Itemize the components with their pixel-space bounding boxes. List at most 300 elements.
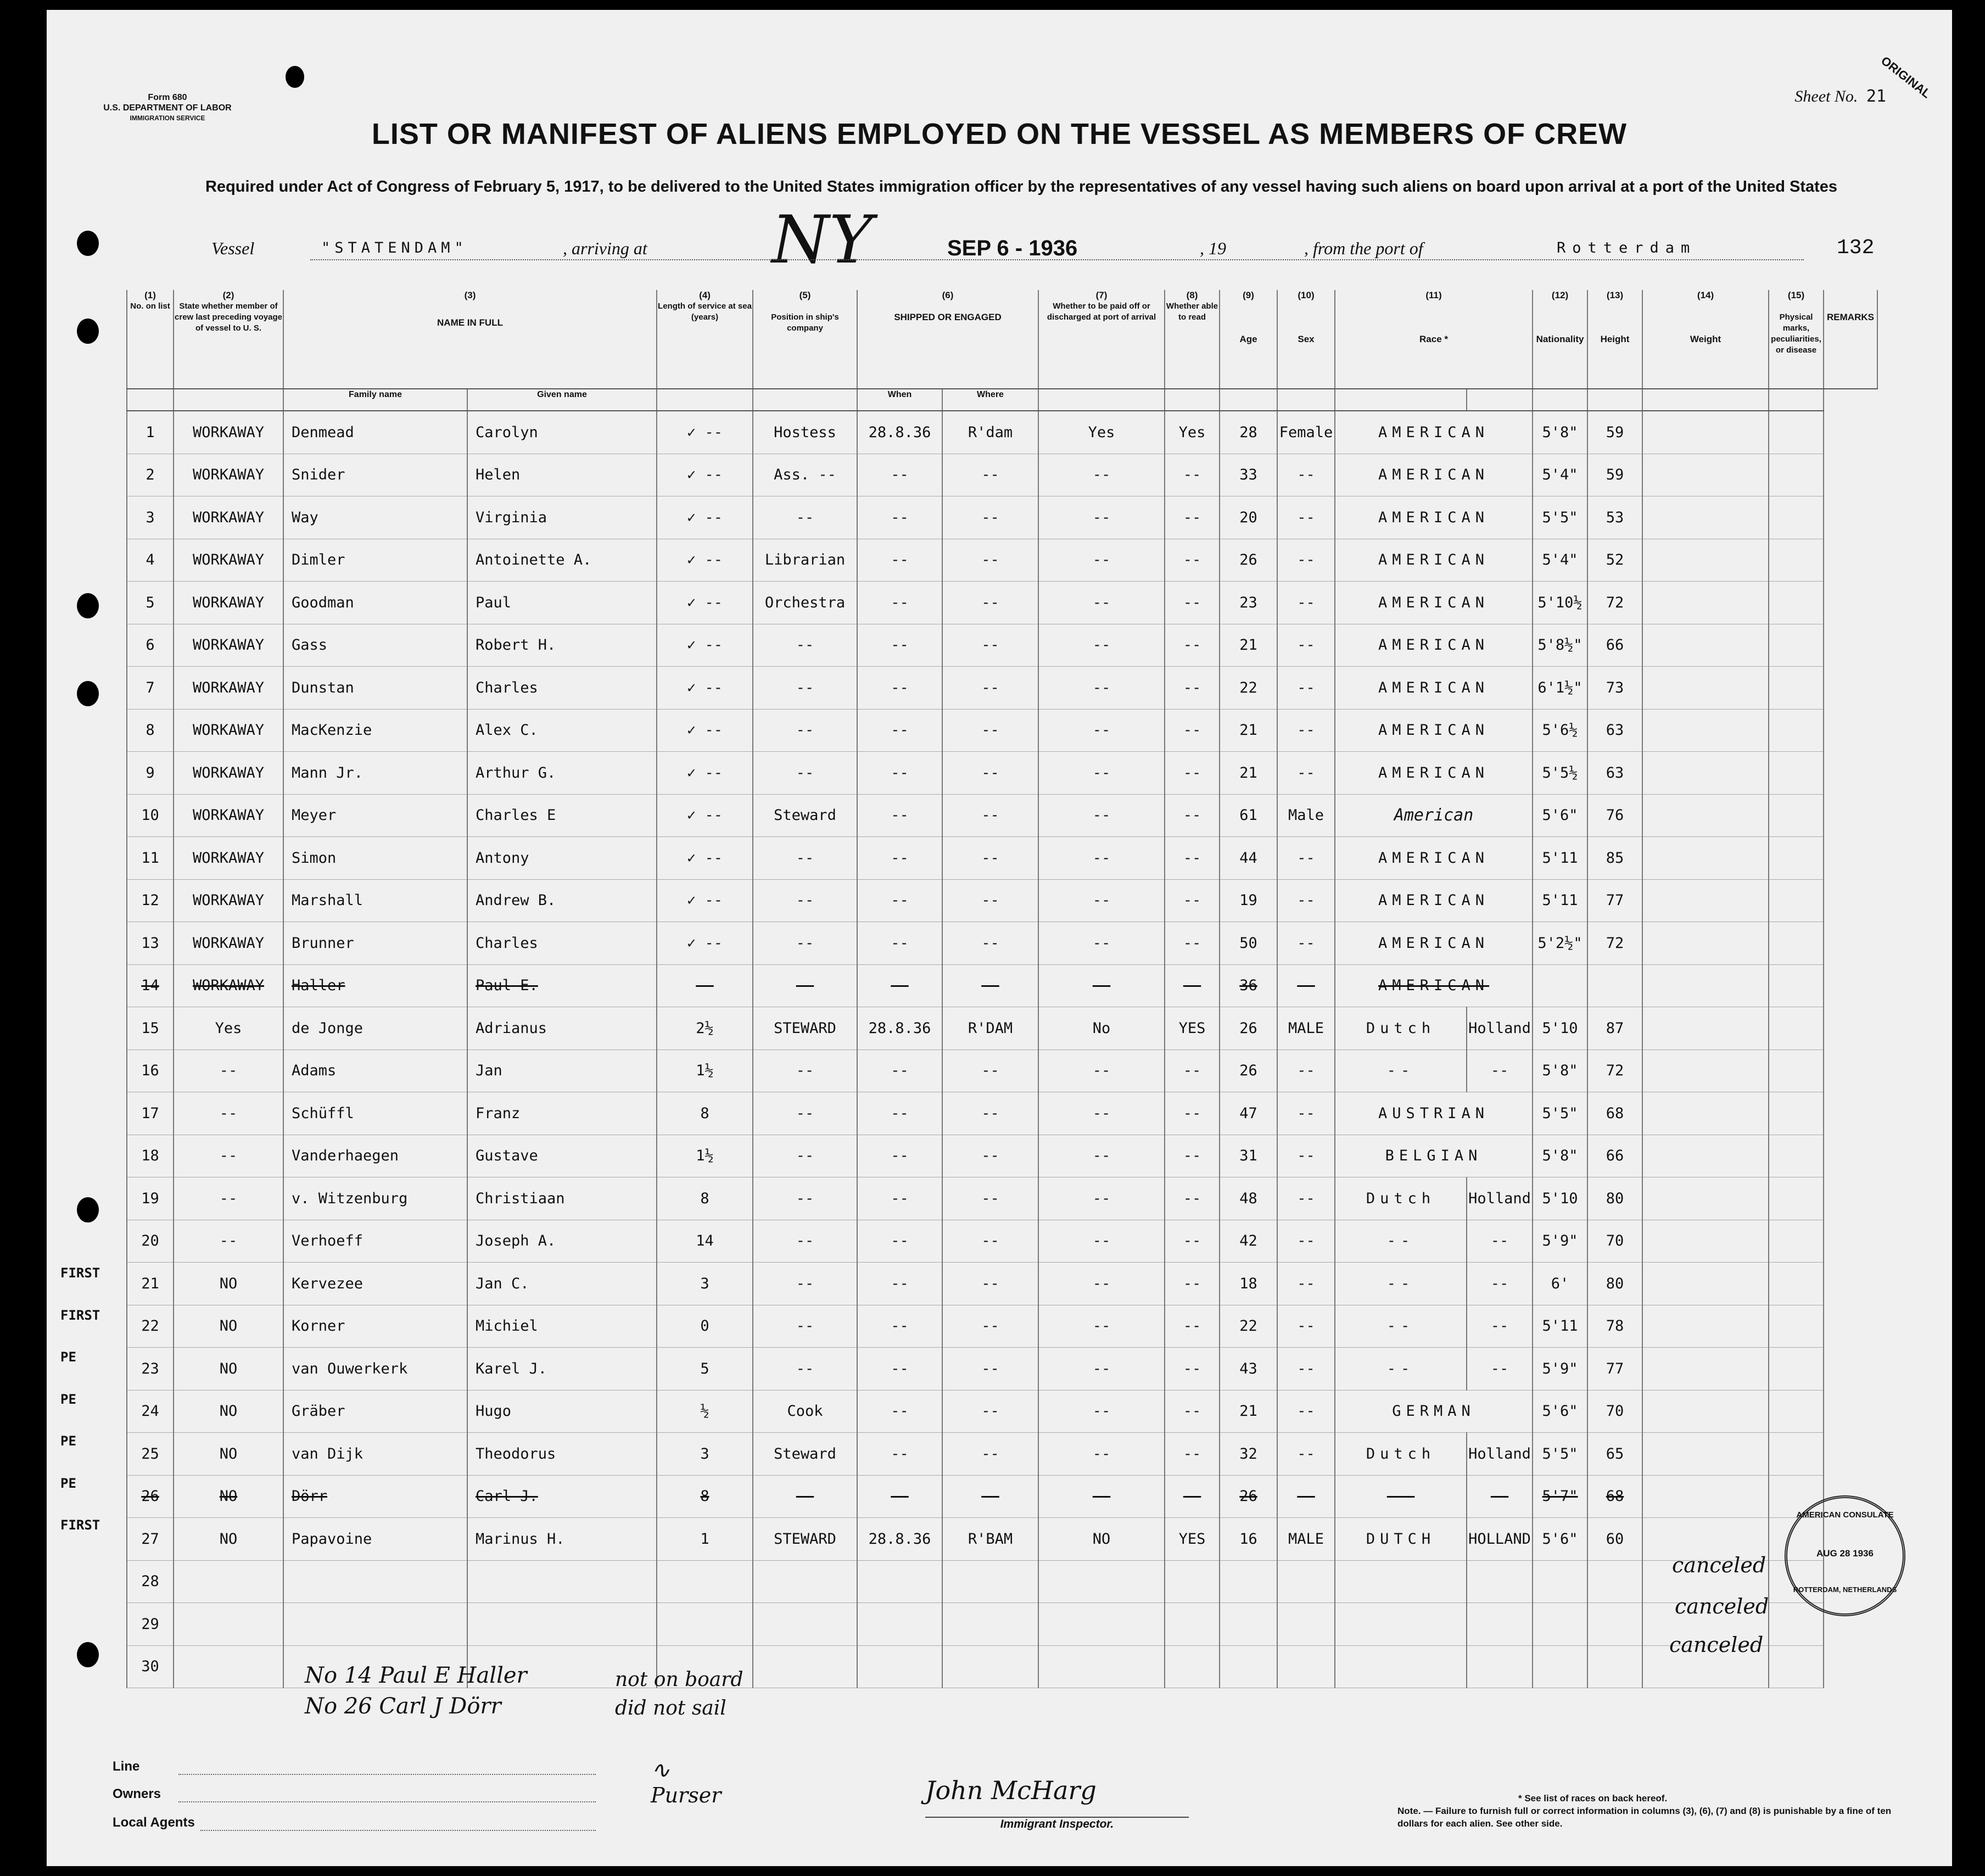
cell-position: -- [753, 837, 857, 880]
cell-where: -- [942, 624, 1038, 667]
cell-marks [1642, 1135, 1769, 1177]
cell-sex: -- [1277, 879, 1335, 922]
cell-when: -- [857, 1220, 942, 1263]
cell-no: 28 [127, 1560, 174, 1603]
cell-paid: -- [1038, 709, 1165, 752]
row-prefix: PE [60, 1391, 76, 1407]
cell-read: -- [1165, 1475, 1220, 1518]
cell-service: 8 [657, 1177, 753, 1220]
cell-family: van Dijk [283, 1433, 467, 1476]
cell-when: -- [857, 624, 942, 667]
cell-age: 26 [1220, 1475, 1277, 1518]
cell-given: Adrianus [467, 1007, 657, 1050]
cell-remarks [1769, 752, 1824, 795]
cell-weight [1587, 1603, 1642, 1646]
cell-service: ✓ -- [657, 922, 753, 965]
cell-paid [1038, 1603, 1165, 1646]
cell-nat: -- [1467, 1049, 1533, 1092]
table-row [127, 1177, 1877, 1220]
line-rule [178, 1774, 596, 1775]
cell-no: 5 [127, 582, 174, 624]
cell-height [1533, 964, 1587, 1007]
vessel-label: Vessel [211, 238, 255, 258]
cell-sex: -- [1277, 1433, 1335, 1476]
cell-remarks [1769, 582, 1824, 624]
cell-prev: NO [174, 1475, 283, 1518]
cell-position: STEWARD [753, 1007, 857, 1050]
cell-position: -- [753, 667, 857, 710]
cell-race: AMERICAN [1335, 709, 1533, 752]
cell-weight: 78 [1587, 1305, 1642, 1348]
cell-prev: NO [174, 1518, 283, 1561]
col-sub-where: Where [942, 389, 1038, 411]
cell-prev: NO [174, 1348, 283, 1391]
vessel-line-rule [310, 259, 1804, 260]
col-header-11: (11) Race * [1335, 290, 1533, 389]
table-row [127, 879, 1877, 922]
table-row [127, 1007, 1877, 1050]
cell-age: 21 [1220, 1390, 1277, 1433]
cell-sex: -- [1277, 539, 1335, 582]
cell-marks [1642, 496, 1769, 539]
cell-no: 9 [127, 752, 174, 795]
cell-position: -- [753, 1135, 857, 1177]
cell-nat: -- [1467, 1305, 1533, 1348]
cell-when: 28.8.36 [857, 1007, 942, 1050]
cell-prev: WORKAWAY [174, 709, 283, 752]
cell-race: AUSTRIAN [1335, 1092, 1533, 1135]
punch-hole [286, 66, 304, 88]
cell-read: -- [1165, 1135, 1220, 1177]
cell-when: -- [857, 454, 942, 496]
cell-weight: 53 [1587, 496, 1642, 539]
cell-read: -- [1165, 1177, 1220, 1220]
cell-prev: NO [174, 1390, 283, 1433]
cell-age: 31 [1220, 1135, 1277, 1177]
cell-marks [1642, 1220, 1769, 1263]
cell-prev: WORKAWAY [174, 454, 283, 496]
local-agents-label: Local Agents [113, 1815, 195, 1830]
cell-read: -- [1165, 752, 1220, 795]
cell-service: 1½ [657, 1135, 753, 1177]
cell-where [942, 1645, 1038, 1688]
cell-marks [1642, 1007, 1769, 1050]
col-sub-family: Family name [283, 389, 467, 411]
cell-when: -- [857, 496, 942, 539]
cell-no: 3 [127, 496, 174, 539]
cell-paid [1038, 1560, 1165, 1603]
cell-service: 1½ [657, 1049, 753, 1092]
purser-label: Purser [651, 1783, 722, 1807]
table-row [127, 1348, 1877, 1391]
cell-height: 5'9" [1533, 1220, 1587, 1263]
cell-no: 29 [127, 1603, 174, 1646]
cell-service: 5 [657, 1348, 753, 1391]
cell-family: Dunstan [283, 667, 467, 710]
cell-sex: -- [1277, 1049, 1335, 1092]
cell-where: -- [942, 1135, 1038, 1177]
cell-remarks [1769, 1135, 1824, 1177]
cell-prev: WORKAWAY [174, 411, 283, 454]
cell-marks [1642, 582, 1769, 624]
cell-nat [1467, 1560, 1533, 1603]
cell-where: -- [942, 1305, 1038, 1348]
cell-prev: WORKAWAY [174, 837, 283, 880]
table-row [127, 964, 1877, 1007]
cell-remarks [1769, 922, 1824, 965]
cell-when: -- [857, 1348, 942, 1391]
cell-service: ✓ -- [657, 454, 753, 496]
cell-where: -- [942, 1348, 1038, 1391]
cell-given [467, 1603, 657, 1646]
cell-prev: WORKAWAY [174, 879, 283, 922]
cell-nat: Holland [1467, 1177, 1533, 1220]
cell-race: Dutch [1335, 1433, 1467, 1476]
cell-no: 21 [127, 1263, 174, 1305]
cell-given: Christiaan [467, 1177, 657, 1220]
cell-family: Schüffl [283, 1092, 467, 1135]
cell-prev: Yes [174, 1007, 283, 1050]
cell-remarks [1769, 1348, 1824, 1391]
cell-paid: -- [1038, 879, 1165, 922]
cell-race: AMERICAN [1335, 539, 1533, 582]
arriving-port: NY [771, 202, 873, 278]
inspector-label: Immigrant Inspector. [925, 1817, 1189, 1831]
cell-remarks [1769, 1092, 1824, 1135]
cell-paid: -- [1038, 582, 1165, 624]
cell-family: Goodman [283, 582, 467, 624]
cell-where: -- [942, 1177, 1038, 1220]
cell-age: 61 [1220, 794, 1277, 837]
owners-label: Owners [113, 1786, 161, 1801]
cell-age: 19 [1220, 879, 1277, 922]
cell-no: 20 [127, 1220, 174, 1263]
cell-sex: -- [1277, 1390, 1335, 1433]
cell-where: -- [942, 922, 1038, 965]
cell-sex: -- [1277, 1305, 1335, 1348]
cell-read: -- [1165, 1433, 1220, 1476]
table-row [127, 709, 1877, 752]
cell-age: 20 [1220, 496, 1277, 539]
cell-marks [1642, 879, 1769, 922]
cell-where: -- [942, 879, 1038, 922]
purser-signature: ∿ Purser [651, 1756, 722, 1807]
cell-where: -- [942, 667, 1038, 710]
cell-paid: -- [1038, 1177, 1165, 1220]
cell-service: 3 [657, 1263, 753, 1305]
cell-prev: -- [174, 1220, 283, 1263]
cell-where: -- [942, 752, 1038, 795]
punch-hole [77, 1197, 99, 1222]
cell-read [1165, 1603, 1220, 1646]
cell-where: -- [942, 1390, 1038, 1433]
punch-hole [77, 319, 99, 344]
cell-height: 5'5" [1533, 1433, 1587, 1476]
cell-paid: -- [1038, 1135, 1165, 1177]
cell-family: Way [283, 496, 467, 539]
cell-position: -- [753, 1220, 857, 1263]
note-line-14: No 14 Paul E Haller [305, 1663, 527, 1688]
cell-when: -- [857, 922, 942, 965]
cell-when: -- [857, 709, 942, 752]
page-title: LIST OR MANIFEST OF ALIENS EMPLOYED ON THE VESSEL AS MEMBERS OF CREW [371, 118, 1628, 150]
cell-family: Gass [283, 624, 467, 667]
handwritten-crew-note [305, 1660, 527, 1722]
cell-paid: -- [1038, 1475, 1165, 1518]
cell-when: -- [857, 1135, 942, 1177]
cell-family: Brunner [283, 922, 467, 965]
cell-age [1220, 1603, 1277, 1646]
sheet-value: 21 [1866, 87, 1886, 106]
cell-family: Haller [283, 964, 467, 1007]
cell-when: -- [857, 539, 942, 582]
cell-sex: Female [1277, 411, 1335, 454]
cell-position: STEWARD [753, 1518, 857, 1561]
cell-no: 10 [127, 794, 174, 837]
cell-race: AMERICAN [1335, 582, 1533, 624]
cell-sex: Male [1277, 794, 1335, 837]
cell-when [857, 1560, 942, 1603]
consulate-stamp [1785, 1495, 1905, 1616]
table-row [127, 1603, 1877, 1646]
cell-prev: WORKAWAY [174, 922, 283, 965]
cell-family: Verhoeff [283, 1220, 467, 1263]
cell-service: ✓ -- [657, 496, 753, 539]
cell-remarks [1769, 1603, 1824, 1646]
cell-race [1335, 1560, 1467, 1603]
cell-sex: -- [1277, 1220, 1335, 1263]
cell-read: -- [1165, 1220, 1220, 1263]
cell-given: Theodorus [467, 1433, 657, 1476]
cell-read: -- [1165, 582, 1220, 624]
cell-no: 25 [127, 1433, 174, 1476]
cell-service: 3 [657, 1433, 753, 1476]
cell-nat: -- [1467, 1475, 1533, 1518]
cell-paid: -- [1038, 667, 1165, 710]
cell-no: 19 [127, 1177, 174, 1220]
cell-marks [1642, 411, 1769, 454]
cell-weight: 85 [1587, 837, 1642, 880]
cell-weight: 66 [1587, 624, 1642, 667]
crew-manifest-table [126, 290, 1878, 1688]
cell-prev: NO [174, 1263, 283, 1305]
cell-prev: WORKAWAY [174, 752, 283, 795]
cell-no: 11 [127, 837, 174, 880]
cell-no: 14 [127, 964, 174, 1007]
vessel-name: "STATENDAM" [321, 239, 468, 256]
cell-position: Librarian [753, 539, 857, 582]
cell-age: 22 [1220, 667, 1277, 710]
cell-no: 1 [127, 411, 174, 454]
cell-height: 5'11 [1533, 837, 1587, 880]
cell-given: Helen [467, 454, 657, 496]
cell-paid [1038, 1645, 1165, 1688]
cancel-note-29: canceled [1675, 1594, 1769, 1618]
cell-race: Dutch [1335, 1007, 1467, 1050]
cell-race: -- [1335, 1049, 1467, 1092]
cell-weight: 68 [1587, 1092, 1642, 1135]
cell-family: MacKenzie [283, 709, 467, 752]
cell-prev: -- [174, 1049, 283, 1092]
cell-marks [1642, 1390, 1769, 1433]
cell-position: -- [753, 879, 857, 922]
cell-where: R'DAM [942, 1007, 1038, 1050]
cell-weight: 76 [1587, 794, 1642, 837]
cell-prev: WORKAWAY [174, 582, 283, 624]
consulate-stamp-bottom: ROTTERDAM, NETHERLANDS [1793, 1585, 1897, 1594]
row-prefix: PE [60, 1475, 76, 1491]
cell-marks [1642, 837, 1769, 880]
cell-race [1335, 1603, 1467, 1646]
col-header-3: (3) NAME IN FULL [283, 290, 657, 389]
cell-weight: 52 [1587, 539, 1642, 582]
cell-position: -- [753, 964, 857, 1007]
cell-remarks [1769, 667, 1824, 710]
table-row [127, 837, 1877, 880]
cell-race: AMERICAN [1335, 837, 1533, 880]
cell-prev [174, 1560, 283, 1603]
owners-rule [178, 1801, 596, 1802]
cell-marks [1642, 1092, 1769, 1135]
cell-no: 7 [127, 667, 174, 710]
cell-race: AMERICAN [1335, 411, 1533, 454]
cell-weight: 72 [1587, 1049, 1642, 1092]
cell-paid: -- [1038, 1433, 1165, 1476]
table-row [127, 1305, 1877, 1348]
cell-read: -- [1165, 539, 1220, 582]
cell-where: -- [942, 837, 1038, 880]
table-row [127, 794, 1877, 837]
cell-position: -- [753, 709, 857, 752]
cell-when [857, 1603, 942, 1646]
cell-given: Michiel [467, 1305, 657, 1348]
cell-nat: -- [1467, 1220, 1533, 1263]
cell-paid: -- [1038, 1220, 1165, 1263]
cell-prev: WORKAWAY [174, 964, 283, 1007]
cell-position: -- [753, 1348, 857, 1391]
cell-prev: NO [174, 1433, 283, 1476]
cell-when: -- [857, 1263, 942, 1305]
cell-sex: -- [1277, 709, 1335, 752]
cell-paid: -- [1038, 1263, 1165, 1305]
cell-given: Carolyn [467, 411, 657, 454]
cell-given: Hugo [467, 1390, 657, 1433]
cell-age: 22 [1220, 1305, 1277, 1348]
cell-age: 42 [1220, 1220, 1277, 1263]
cell-weight: 60 [1587, 1518, 1642, 1561]
cell-read: -- [1165, 964, 1220, 1007]
cell-where [942, 1560, 1038, 1603]
col-header-13: (13) Height [1587, 290, 1642, 389]
cell-service: 0 [657, 1305, 753, 1348]
cell-remarks [1769, 539, 1824, 582]
cell-where: -- [942, 539, 1038, 582]
cell-given: Jan [467, 1049, 657, 1092]
table-row [127, 411, 1877, 454]
inspector-signature: John McHarg [925, 1776, 1097, 1805]
cell-no: 2 [127, 454, 174, 496]
cell-age: 43 [1220, 1348, 1277, 1391]
table-row [127, 539, 1877, 582]
cell-given: Arthur G. [467, 752, 657, 795]
cell-service: ✓ -- [657, 837, 753, 880]
cell-weight [1587, 1645, 1642, 1688]
cell-where: -- [942, 709, 1038, 752]
cell-race: AMERICAN [1335, 454, 1533, 496]
col-header-1: (1) No. on list [127, 290, 174, 389]
cell-remarks [1769, 454, 1824, 496]
table-row [127, 752, 1877, 795]
cell-remarks [1769, 1305, 1824, 1348]
col-header-15: (15) Physical marks, peculiarities, or disease [1769, 290, 1824, 389]
cell-weight: 63 [1587, 752, 1642, 795]
cell-sex [1277, 1645, 1335, 1688]
cell-height: 5'8" [1533, 411, 1587, 454]
cell-service: 1 [657, 1518, 753, 1561]
cell-paid: -- [1038, 624, 1165, 667]
cell-service: ✓ -- [657, 411, 753, 454]
cell-sex: -- [1277, 964, 1335, 1007]
cell-read: Yes [1165, 411, 1220, 454]
cell-where [942, 1603, 1038, 1646]
cell-no: 8 [127, 709, 174, 752]
cell-remarks [1769, 964, 1824, 1007]
page-number: 132 [1837, 236, 1875, 260]
cell-weight [1587, 1560, 1642, 1603]
cell-read: -- [1165, 879, 1220, 922]
form-service: IMMIGRATION SERVICE [130, 114, 205, 122]
cell-paid: -- [1038, 794, 1165, 837]
form-number: Form 680 [148, 93, 187, 102]
handwritten-status-note [615, 1666, 743, 1723]
cell-nat [1467, 1603, 1533, 1646]
col-header-6: (6) SHIPPED OR ENGAGED [857, 290, 1038, 389]
row-prefix: FIRST [60, 1265, 100, 1281]
col-header-12: (12) Nationality [1533, 290, 1587, 389]
cell-read: -- [1165, 1092, 1220, 1135]
cell-service: ✓ -- [657, 667, 753, 710]
cell-position: -- [753, 1177, 857, 1220]
cell-race: BELGIAN [1335, 1135, 1533, 1177]
failure-note: Note. — Failure to furnish full or correct information in columns (3), (6), (7) and (8) is punishable by a fine of ten dollars for each alien. See other side. [1397, 1806, 1892, 1829]
cell-race: AMERICAN [1335, 624, 1533, 667]
from-label: , from the port of [1304, 238, 1423, 258]
cell-weight: 59 [1587, 411, 1642, 454]
cell-family [283, 1560, 467, 1603]
cell-family: Dimler [283, 539, 467, 582]
cell-when [857, 1645, 942, 1688]
cell-family: Denmead [283, 411, 467, 454]
cell-position [753, 1603, 857, 1646]
cell-service [657, 1603, 753, 1646]
cell-where: -- [942, 1475, 1038, 1518]
cell-sex: -- [1277, 1177, 1335, 1220]
cell-marks [1642, 794, 1769, 837]
cell-read: -- [1165, 837, 1220, 880]
cell-family: Adams [283, 1049, 467, 1092]
cell-marks [1642, 964, 1769, 1007]
col-header-9: (9) Age [1220, 290, 1277, 389]
cell-service: ✓ -- [657, 582, 753, 624]
table-row [127, 496, 1877, 539]
cell-height [1533, 1645, 1587, 1688]
cell-prev: WORKAWAY [174, 624, 283, 667]
cell-position: -- [753, 1092, 857, 1135]
cell-family: Simon [283, 837, 467, 880]
table-row [127, 1263, 1877, 1305]
cell-remarks [1769, 1049, 1824, 1092]
sheet-label: Sheet No. [1794, 87, 1858, 105]
